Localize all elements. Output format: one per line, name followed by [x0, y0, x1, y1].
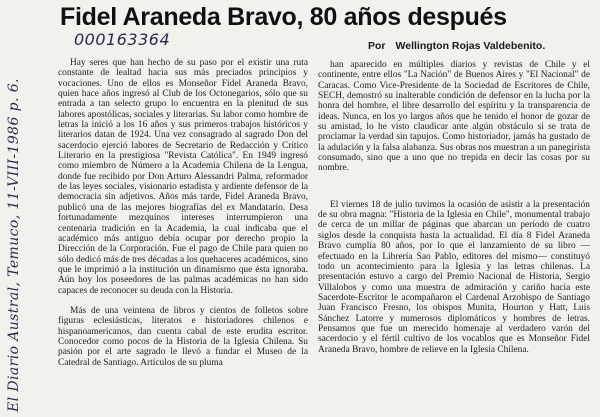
article-paragraph: Hay seres que han hecho de su paso por el existir una ruta constante de lealtad hacia sus más preciados principios y vocaciones. Uno de ellos es Monseñor Fidel Araneda Bravo, quien hace años ingresó al Club de los Octonegarios, sólo que su entrada a tan selecto grupo lo encuentra en la plenitud de sus labores apostólicas, sociales y literarias. Su labor como hombre de letras la inició a los 16 años y sus primeros trabajos históricos y literarios datan de 1924. Una vez consagrado al sagrado Don del sacerdocio ejerció labores de Secretario de Redacción y Crítico Literario en la prestigiosa "Revista Católica". En 1949 ingresó como miembro de Número a la Academia Chilena de la Lengua, donde fue recibido por Don Arturo Alessandri Palma, reformador de las leyes sociales, visionario estadista y ardiente defensor de la democracia sin adjetivos. Años más tarde, Fidel Araneda Bravo, publicó una de las mejores biografías del ex Mandatario. Desa fortunadamente mezquinos intereses interrumpieron una centenaria tradición en la Academia, la cual indicaba que el académico más antiguo debía ocupar por derecho propio la Dirección de la Corporación. Fue el pago de Chile para quien no sólo dedicó más de tres décadas a los quehaceres académicos, sino que le imprimió a la institución un dinamismo que ésta ignoraba. Aún hoy los poseedores de las palmas académicas no han sido capaces de reconocer su deuda con la Historia. — [58, 58, 308, 296]
article-headline: Fidel Araneda Bravo, 80 años después — [60, 3, 507, 31]
article-paragraph: han aparecido en múltiples diarios y revistas de Chile y el continente, entre ellos "La Nación" de Buenos Aires y "El Nacional" de Caracas. Como Vice-Presidente de la Sociedad de Escritores de Chile, SECH, demostró su inalterable condición de defensor en la lucha por la honra del hombre, el libre desarrollo del espíritu y la transparencia de ideas. Nunca, en los yo largos años que he tenido el honor de gozar de su amistad, lo he visto claudicar ante algún obstáculo si se trata de proclamar la verdad sin tapujos. Como historiador, jamás ha gustado de la adulación y la falsa alabanza. Sus obras nos muestran a un panegirista consumado, sino que a uno que no trepida en decir las cosas por su nombre. — [318, 60, 590, 174]
handwritten-source-note: El Diario Austral, Temuco, 11-VIII-1986 p. 6. — [6, 78, 22, 412]
byline-prefix: Por — [368, 40, 386, 52]
archive-code-handwritten: 000163364 — [74, 30, 171, 49]
article-byline — [368, 40, 545, 52]
article-column-right — [318, 60, 590, 355]
article-paragraph: El viernes 18 de julio tuvimos la ocasión de asistir a la presentación de su obra magna: "Historia de la Iglesia en Chile", monumental trabajo de cerca de un millar de páginas que abarcan un período de cuatro siglos desde la conquista hasta la actualidad. El día 8 Fidel Araneda Bravo cumplía 80 años, por lo que el lanzamiento de su libro — efectuado en la Librería Sao Pablo, editores del mismo— constituyó todo un acontecimiento para la Iglesia y las letras chilenas. La presentación estuvo a cargo del Premio Nacional de Historia, Sergio Villalobos y como una muestra de admiración y cariño hacia este Sacerdote-Escritor le acompañaron el Cardenal Arzobispo de Santiago Juan Francisco Fresno, los obispos Munita, Hourton y Hatt, Luis Sánchez Latorre y numerosos diplomáticos y hombres de letras. Pensamos que fue un merecido homenaje al verdadero varón del sacerdocio y el fértil cultivo de los vocablos que es Monseñor Fidel Araneda Bravo, hombre de relieve en la Iglesia Chilena. — [318, 199, 590, 355]
byline-author: Wellington Rojas Valdebenito. — [395, 40, 546, 52]
article-column-left — [58, 58, 308, 368]
article-paragraph: Más de una veintena de libros y cientos de folletos sobre figuras eclesiásticas, literatos e historiadores chilenos e hispanoamericanos, dan cuenta cabal de este erudita escritor. Conocedor como pocos de la Historia de la Iglesia Chilena. Su pasión por el arte sagrado le llevó a fundar el Museo de la Catedral de Santiago. Artículos de su pluma — [58, 305, 308, 368]
